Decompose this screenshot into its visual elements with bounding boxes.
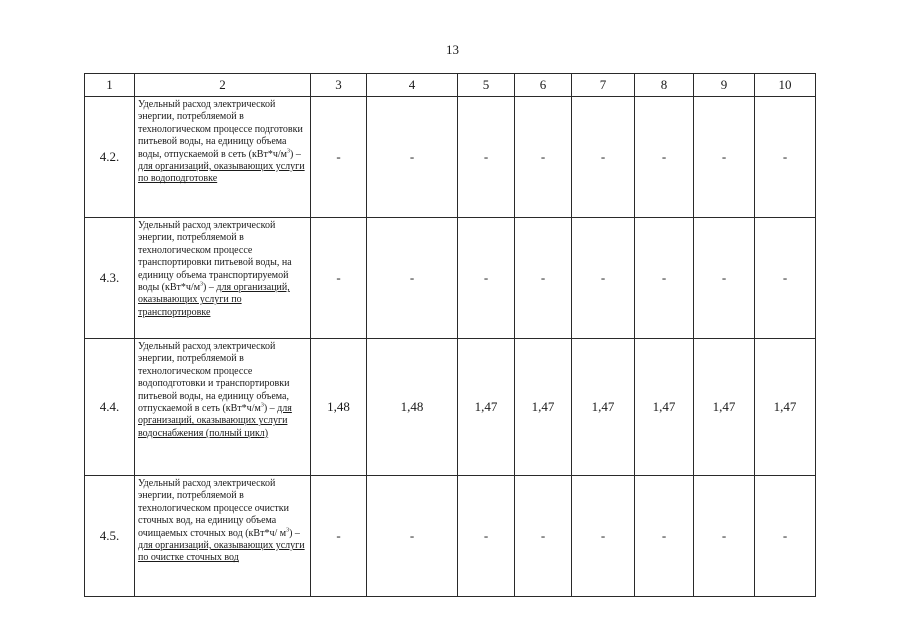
header-cell: 9 [694, 74, 755, 97]
value-cell: - [572, 476, 635, 597]
value-cell: - [635, 476, 694, 597]
desc-superscript: 3 [286, 148, 290, 155]
desc-text: ) – [203, 282, 217, 294]
desc-underlined: для организаций, оказывающих услуги водоснабжения (полный цикл) [138, 403, 292, 439]
desc-underlined: для организаций, оказывающих услуги по очистке сточных вод [138, 540, 305, 564]
desc-text: Удельный расход электрической энергии, потребляемой в технологическом процессе водоподготовки и транспортировки питьевой воды, на единицу объема, отпускаемой в сеть (кВт*ч/м [138, 341, 290, 415]
value-cell: - [311, 218, 367, 339]
value-cell: - [572, 97, 635, 218]
desc-underlined: для организаций, оказывающих услуги по транспортировке [138, 282, 290, 318]
value-cell: 1,47 [635, 339, 694, 476]
desc-text: Удельный расход электрической энергии, потребляемой в технологическом процессе подготовки питьевой воды, на единицу объема воды, отпускаемой в сеть (кВт*ч/м [138, 99, 303, 160]
desc-text: Удельный расход электрической энергии, потребляемой в технологическом процессе очистки сточных вод, на единицу объема очищаемых сточных вод (кВт*ч/ м [138, 478, 289, 539]
row-number: 4.2. [85, 97, 135, 218]
value-cell: - [694, 218, 755, 339]
value-cell: - [755, 218, 816, 339]
desc-text: ) – [289, 527, 300, 539]
page-number: 13 [446, 42, 459, 57]
value-cell: - [515, 476, 572, 597]
header-cell: 10 [755, 74, 816, 97]
row-number: 4.4. [85, 339, 135, 476]
table-header-row [85, 74, 816, 97]
value-cell: - [367, 476, 458, 597]
header-cell: 1 [85, 74, 135, 97]
header-cell: 3 [311, 74, 367, 97]
value-cell: 1,47 [458, 339, 515, 476]
header-cell: 4 [367, 74, 458, 97]
table-row [85, 218, 816, 339]
row-description [135, 218, 311, 339]
value-cell: - [367, 218, 458, 339]
value-cell: - [311, 476, 367, 597]
value-cell: 1,47 [572, 339, 635, 476]
desc-text: ) – [289, 148, 301, 160]
desc-superscript: 3 [286, 527, 290, 534]
row-description [135, 339, 311, 476]
row-number: 4.5. [85, 476, 135, 597]
desc-superscript: 3 [260, 402, 264, 409]
value-cell: - [635, 218, 694, 339]
value-cell: 1,47 [694, 339, 755, 476]
value-cell: - [515, 97, 572, 218]
header-cell: 5 [458, 74, 515, 97]
value-cell: - [311, 97, 367, 218]
table-row [85, 476, 816, 597]
desc-text: Удельный расход электрической энергии, потребляемой в технологическом процессе транспортировки питьевой воды, на единицу объема транспортируемой воды (кВт*ч/м [138, 220, 292, 294]
value-cell: - [694, 97, 755, 218]
value-cell: - [458, 218, 515, 339]
value-cell: 1,47 [515, 339, 572, 476]
row-description [135, 97, 311, 218]
row-number: 4.3. [85, 218, 135, 339]
desc-text: ) – [263, 403, 278, 415]
value-cell: - [572, 218, 635, 339]
value-cell: - [367, 97, 458, 218]
header-cell: 6 [515, 74, 572, 97]
value-cell: - [635, 97, 694, 218]
table-row [85, 339, 816, 476]
value-cell: - [515, 218, 572, 339]
value-cell: 1,48 [367, 339, 458, 476]
indicator-table [84, 73, 816, 597]
header-cell: 7 [572, 74, 635, 97]
desc-superscript: 3 [200, 281, 204, 288]
header-cell: 8 [635, 74, 694, 97]
value-cell: - [755, 476, 816, 597]
value-cell: - [755, 97, 816, 218]
row-description [135, 476, 311, 597]
value-cell: - [458, 97, 515, 218]
header-cell: 2 [135, 74, 311, 97]
value-cell: - [694, 476, 755, 597]
value-cell: - [458, 476, 515, 597]
table-row [85, 97, 816, 218]
value-cell: 1,48 [311, 339, 367, 476]
value-cell: 1,47 [755, 339, 816, 476]
desc-underlined: для организаций, оказывающих услуги по водоподготовке [138, 161, 305, 185]
